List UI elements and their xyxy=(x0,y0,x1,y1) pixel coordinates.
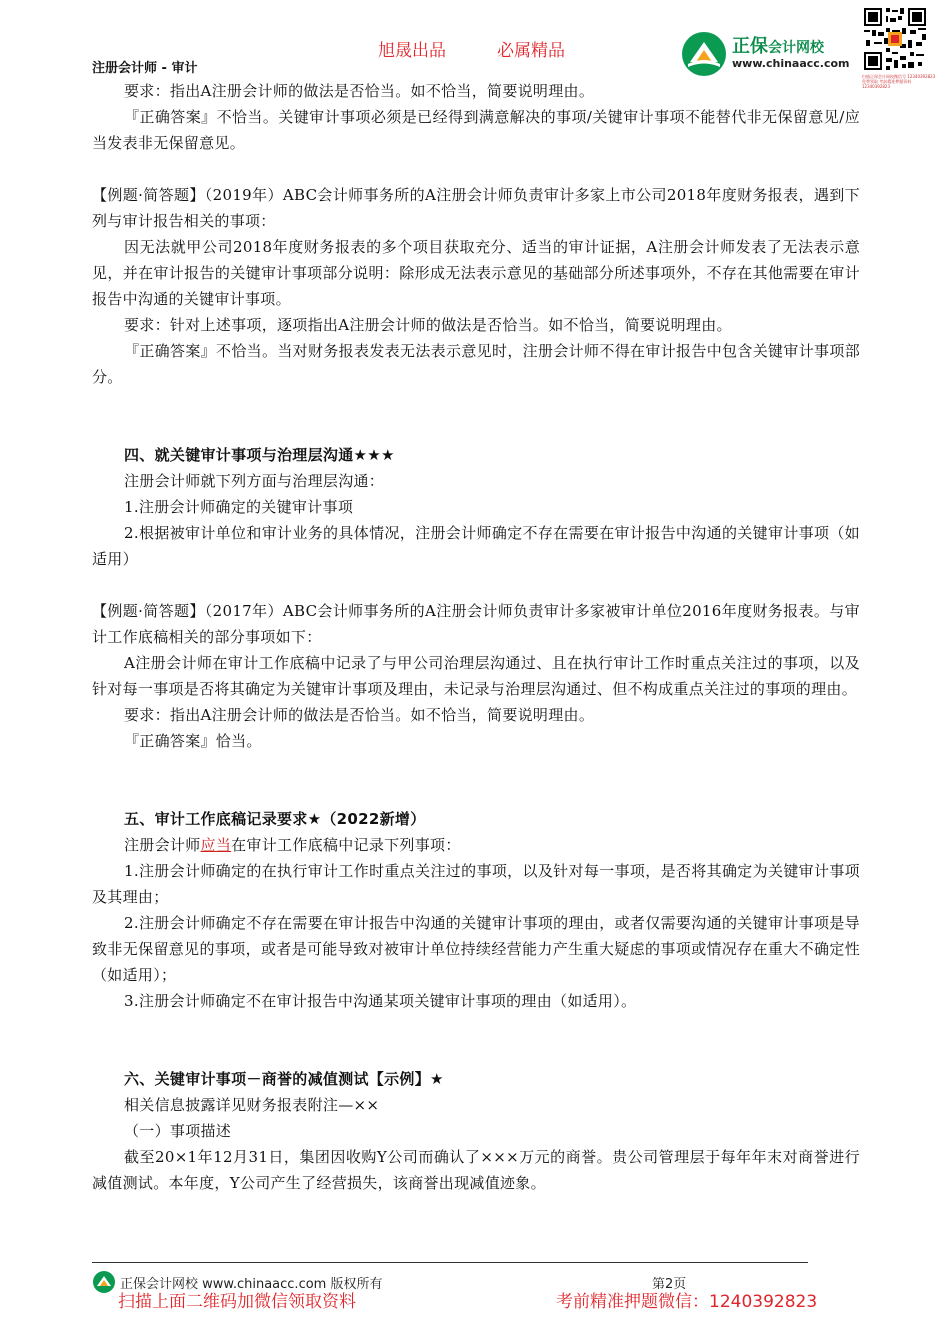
section-heading: 四、就关键审计事项与治理层沟通★★★ xyxy=(124,446,395,464)
header-slogan-left: 旭晟出品 xyxy=(378,41,446,61)
paragraph: 因无法就甲公司2018年度财务报表的多个项目获取充分、适当的审计证据，A注册会计师发表了无法表示意见，并在审计报告的关键审计事项部分说明：除形成无法表示意见的基础部分所述事项外，不存在其他需要在审计报告中沟通的关键审计事项。 xyxy=(92,238,860,308)
paragraph: 注册会计师就下列方面与治理层沟通： xyxy=(124,472,385,490)
spacer xyxy=(92,156,860,182)
spacer xyxy=(92,1014,860,1040)
logo-emblem-icon xyxy=(680,30,728,78)
spacer xyxy=(92,416,860,442)
paragraph: 1.注册会计师确定的关键审计事项 xyxy=(124,498,354,516)
footer-page-number: 第2页 xyxy=(652,1277,687,1292)
promo-wechat-text[interactable]: 考前精准押题微信：1240392823 xyxy=(556,1292,818,1312)
paragraph-text: 在审计工作底稿中记录下列事项： xyxy=(231,836,461,854)
spacer xyxy=(92,780,860,806)
paragraph: 要求：针对上述事项，逐项指出A注册会计师的做法是否恰当。如不恰当，简要说明理由。 xyxy=(124,316,732,334)
document-body xyxy=(92,78,860,1196)
paragraph: 2.根据被审计单位和审计业务的具体情况，注册会计师确定不存在需要在审计报告中沟通的关键审计事项（如适用） xyxy=(92,524,860,568)
brand-logo[interactable] xyxy=(680,30,860,78)
qr-caption: 扫描正保会计网校微信号 12340392823 免费领取 考前精准押题资料 12340392823 xyxy=(862,74,936,89)
section-heading: 六、关键审计事项－商誉的减值测试【示例】★ xyxy=(124,1070,444,1088)
paragraph: 要求：指出A注册会计师的做法是否恰当。如不恰当，简要说明理由。 xyxy=(124,706,595,724)
paragraph: 相关信息披露详见财务报表附注—×× xyxy=(124,1096,380,1114)
qr-code-icon[interactable] xyxy=(862,6,928,72)
paragraph: 截至20×1年12月31日，集团因收购Y公司而确认了×××万元的商誉。贵公司管理层于每年年末对商誉进行减值测试。本年度，Y公司产生了经营损失，该商誉出现减值迹象。 xyxy=(92,1148,860,1192)
paragraph: 【例题·简答题】（2017年）ABC会计师事务所的A注册会计师负责审计多家被审计单位2016年度财务报表。与审计工作底稿相关的部分事项如下： xyxy=(92,602,860,646)
footer-divider xyxy=(92,1262,808,1263)
spacer xyxy=(92,754,860,780)
logo-brand-name: 正保会计网校 xyxy=(732,36,824,57)
spacer xyxy=(92,390,860,416)
paragraph-text: 注册会计师 xyxy=(124,836,201,854)
paragraph: （一）事项描述 xyxy=(124,1122,232,1140)
footer-logo-icon xyxy=(92,1270,116,1294)
spacer xyxy=(92,572,860,598)
paragraph: 『正确答案』不恰当。关键审计事项必须是已经得到满意解决的事项/关键审计事项不能替代非无保留意见/应当发表非无保留意见。 xyxy=(92,108,860,152)
spacer xyxy=(92,1040,860,1066)
paragraph: 1.注册会计师确定的在执行审计工作时重点关注过的事项，以及针对每一事项，是否将其确定为关键审计事项及其理由； xyxy=(92,862,860,906)
promo-qr-text[interactable]: 扫描上面二维码加微信领取资料 xyxy=(118,1292,356,1312)
paragraph: 3.注册会计师确定不在审计报告中沟通某项关键审计事项的理由（如适用）。 xyxy=(124,992,637,1010)
emphasis-text: 应当 xyxy=(200,836,232,854)
header-slogan-right: 必属精品 xyxy=(497,41,565,61)
header-subject: 注册会计师 - 审计 xyxy=(92,61,198,76)
paragraph: 要求：指出A注册会计师的做法是否恰当。如不恰当，简要说明理由。 xyxy=(124,82,595,100)
paragraph: 2.注册会计师确定不存在需要在审计报告中沟通的关键审计事项的理由，或者仅需要沟通的关键审计事项是导致非无保留意见的事项，或者是可能导致对被审计单位持续经营能力产生重大疑虑的事项或情况存在重大不确定性（如适用）； xyxy=(92,914,860,984)
paragraph: 『正确答案』恰当。 xyxy=(124,732,262,750)
paragraph: 【例题·简答题】（2019年）ABC会计师事务所的A注册会计师负责审计多家上市公司2018年度财务报表，遇到下列与审计报告相关的事项： xyxy=(92,186,860,230)
footer-copyright: 正保会计网校 www.chinaacc.com 版权所有 xyxy=(120,1277,383,1292)
paragraph xyxy=(92,832,860,858)
logo-url: www.chinaacc.com xyxy=(732,57,850,70)
section-heading: 五、审计工作底稿记录要求★（2022新增） xyxy=(124,810,426,828)
paragraph: 『正确答案』不恰当。当对财务报表发表无法表示意见时，注册会计师不得在审计报告中包含关键审计事项部分。 xyxy=(92,342,860,386)
paragraph: A注册会计师在审计工作底稿中记录了与甲公司治理层沟通过、且在执行审计工作时重点关注过的事项，以及针对每一事项是否将其确定为关键审计事项及理由，未记录与治理层沟通过、但不构成重点关注过的事项的理由。 xyxy=(92,654,860,698)
